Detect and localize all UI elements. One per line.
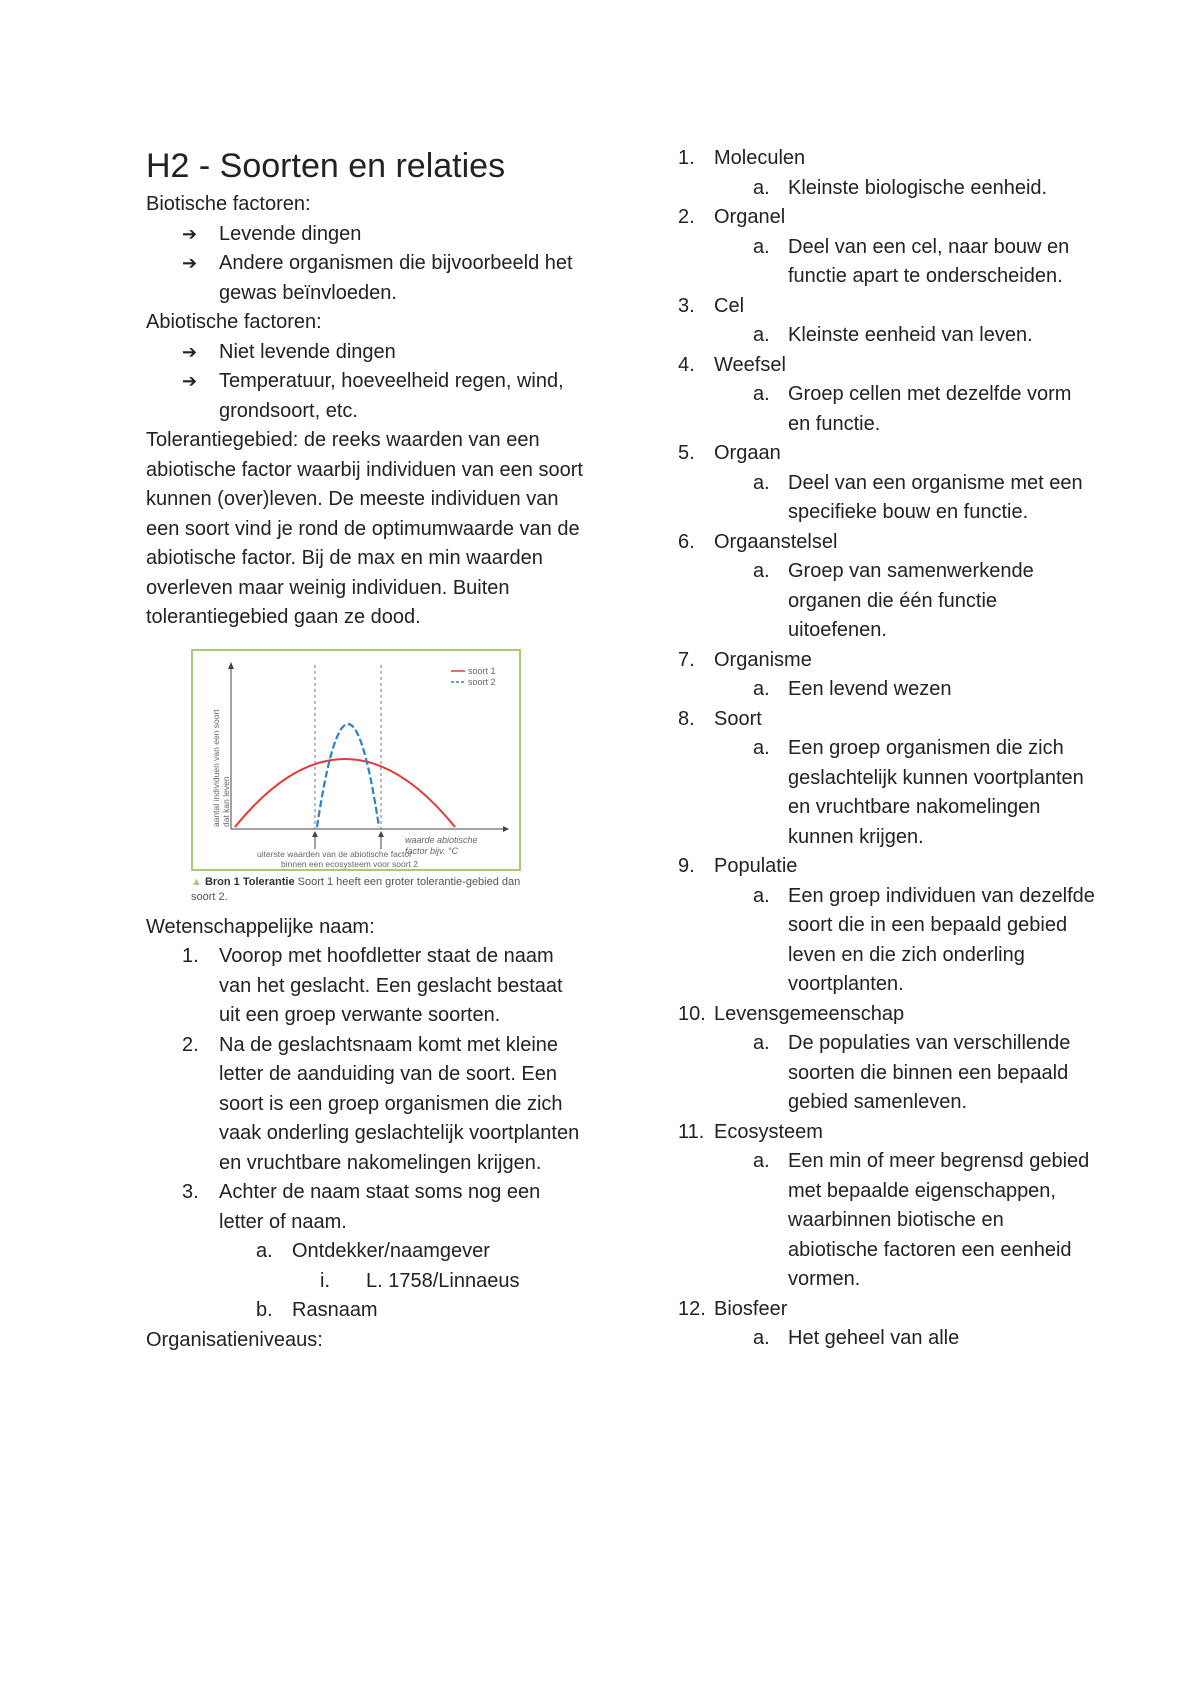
level-name: Cel (714, 294, 745, 317)
legend-soort1: soort 1 (468, 665, 496, 676)
tolerance-figure (191, 649, 521, 905)
arrow-bullet-icon: ➔ (182, 253, 198, 273)
x-axis-label-1: waarde abiotische (405, 834, 478, 845)
level-description: a. Groep cellen met dezelfde vorm en functie. (753, 383, 1072, 435)
bottom-label-1: uiterste waarden van de abiotische factor (257, 848, 412, 859)
level-number: 2. (678, 206, 695, 228)
scientific-subitem-b: b. Rasnaam (256, 1299, 378, 1321)
level-name: Orgaanstelsel (714, 530, 838, 553)
tolerance-graph (193, 651, 519, 869)
biotic-item: ➔ Andere organismen die bijvoorbeeld het gewas beïnvloeden. (146, 249, 586, 308)
scientific-item: 2. Na de geslachtsnaam komt met kleine letter de aanduiding van de soort. Een soort is een groep organismen die zich vaak onderling geslachtelijk voortplanten en vruchtbare nakomelingen krijgen. (182, 1033, 580, 1174)
level-item (678, 1118, 1098, 1148)
legend-soort2: soort 2 (468, 676, 496, 687)
level-name: Moleculen (714, 147, 806, 169)
x-axis-label-2: factor bijv. °C (405, 845, 458, 856)
arrow-bullet-icon: ➔ (182, 341, 198, 362)
biotic-heading: Biotische factoren: (146, 193, 311, 215)
x-axis-arrow-icon (503, 826, 509, 832)
abiotic-item: ➔ Temperatuur, hoeveelheid regen, wind, grondsoort, etc. (146, 367, 586, 426)
abiotic-item: ➔ Niet levende dingen (146, 338, 586, 368)
level-number: 10. (678, 1002, 706, 1025)
organisation-heading: Organisatieniveaus: (146, 1328, 323, 1351)
level-number: 1. (678, 147, 695, 169)
level-item (678, 646, 1098, 676)
biotic-item: ➔ Levende dingen (146, 220, 586, 250)
level-description: a. Een groep organismen die zich geslachtelijk kunnen voortplanten en vruchtbare nakomelingen kunnen krijgen. (753, 737, 1084, 848)
level-description: a. Kleinste eenheid van leven. (753, 324, 1033, 346)
level-name: Orgaan (714, 442, 781, 464)
level-item (678, 144, 1098, 174)
figure-frame (191, 649, 521, 871)
level-description: a. Een min of meer begrensd gebied met bepaalde eigenschappen, waarbinnen biotische en abiotische factoren een eenheid vormen. (753, 1150, 1090, 1290)
level-name: Populatie (714, 855, 798, 877)
level-description: a. Een levend wezen (753, 678, 952, 700)
level-number: 4. (678, 353, 695, 376)
level-number: 7. (678, 648, 695, 671)
level-item (678, 351, 1098, 381)
level-number: 12. (678, 1297, 706, 1320)
level-name: Organel (714, 206, 786, 228)
level-description: a. Deel van een organisme met een specifieke bouw en functie. (753, 471, 1083, 523)
tolerance-paragraph: Tolerantiegebied: de reeks waarden van een abiotische factor waarbij individuen van een soort kunnen (over)leven. De meeste individuen van een soort vind je rond de optimumwaarde van de abiotische factor. Bij de max en min waarden overleven maar weinig individuen. Buiten tolerantiegebied gaan ze dood. (146, 429, 583, 628)
level-item (678, 528, 1098, 558)
y-axis-label-1: aantal individuen van een soort (211, 708, 221, 827)
level-item (678, 705, 1098, 735)
level-name: Ecosysteem (714, 1120, 823, 1143)
scientific-heading: Wetenschappelijke naam: (146, 915, 375, 938)
soort1-curve (235, 759, 455, 827)
level-item (678, 439, 1098, 469)
organisation-levels-list (678, 144, 1098, 1354)
scientific-subitem-a-i: i. L. 1758/Linnaeus (320, 1269, 520, 1292)
level-item (678, 292, 1098, 322)
scientific-item: 3. Achter de naam staat soms nog een letter of naam. (182, 1181, 541, 1233)
right-column (678, 144, 1098, 1354)
level-name: Weefsel (714, 353, 786, 376)
level-number: 11. (678, 1120, 705, 1143)
level-name: Organisme (714, 648, 812, 671)
arrow-bullet-icon: ➔ (182, 223, 198, 244)
y-axis-label-2: dat kan leven (221, 775, 231, 827)
up-arrow-icon (312, 831, 318, 837)
arrow-bullet-icon: ➔ (182, 371, 198, 391)
level-description: a. Het geheel van alle (753, 1327, 960, 1349)
level-description: a. Kleinste biologische eenheid. (753, 176, 1048, 199)
level-item (678, 1295, 1098, 1325)
soort2-curve (317, 724, 379, 827)
scientific-subitem-a: a. Ontdekker/naamgever (256, 1240, 490, 1262)
scientific-item: 1. Voorop met hoofdletter staat de naam van het geslacht. Een geslacht bestaat uit een groep verwante soorten. (182, 945, 563, 1026)
level-number: 8. (678, 707, 695, 730)
level-description: a. Een groep individuen van dezelfde soort die in een bepaald gebied leven en die zich onderling voortplanten. (753, 884, 1095, 995)
level-name: Soort (714, 707, 762, 730)
left-column (146, 144, 586, 1355)
bottom-label-2: binnen een ecosysteem voor soort 2 (281, 858, 419, 869)
level-number: 5. (678, 442, 695, 464)
level-description: a. Groep van samenwerkende organen die één functie uitoefenen. (753, 560, 1034, 641)
y-axis-arrow-icon (228, 662, 234, 669)
level-name: Levensgemeenschap (714, 1002, 905, 1025)
page-title: H2 - Soorten en relaties (146, 147, 506, 185)
abiotic-heading: Abiotische factoren: (146, 311, 322, 333)
level-item (678, 203, 1098, 233)
figure-caption: ▲ Bron 1 Tolerantie Soort 1 heeft een groter tolerantie-gebied dan soort 2. (191, 875, 521, 903)
level-number: 3. (678, 294, 695, 317)
caption-triangle-icon: ▲ (191, 875, 202, 888)
level-item (678, 852, 1098, 882)
level-description: a. De populaties van verschillende soorten die binnen een bepaald gebied samenleven. (753, 1032, 1071, 1113)
level-number: 9. (678, 855, 695, 877)
level-number: 6. (678, 530, 695, 553)
level-description: a. Deel van een cel, naar bouw en functie apart te onderscheiden. (753, 235, 1070, 287)
level-item (678, 1000, 1098, 1030)
level-name: Biosfeer (714, 1297, 788, 1320)
up-arrow-icon (378, 831, 384, 837)
